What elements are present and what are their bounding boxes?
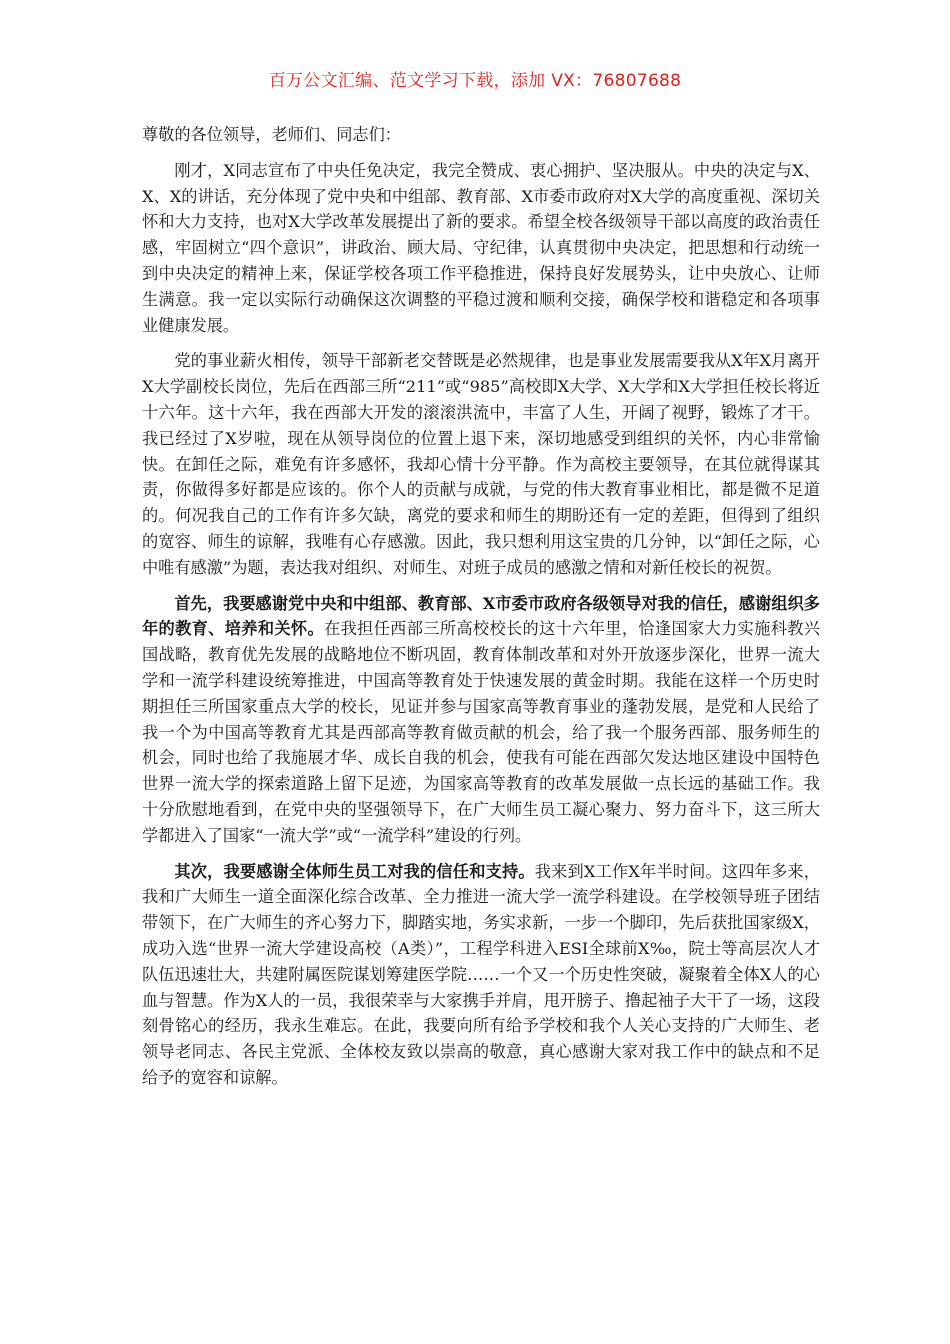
paragraph-2: [142, 348, 820, 580]
paragraph-text: 刚才，X同志宣布了中央任免决定，我完全赞成、衷心拥护、坚决服从。中央的决定与X、X、X的讲话，充分体现了党中央和中组部、教育部、X市委市政府对X大学的高度重视、深切关怀和大力支持，也对X大学改革发展提出了新的要求。希望全校各级领导干部以高度的政治责任感，牢固树立“四个意识”，讲政治、顾大局、守纪律，认真贯彻中央决定，把思想和行动统一到中央决定的精神上来，保证学校各项工作平稳推进，保持良好发展势头，让中央放心、让师生满意。我一定以实际行动确保这次调整的平稳过渡和顺利交接，确保学校和谐稳定和各项事业健康发展。: [142, 160, 820, 335]
paragraph-lead: 首先，我要感谢党中央和中组部、教育部、X市委市政府各级领导对我的信任，感谢组织多年的教育、培养和关怀。: [142, 593, 820, 639]
paragraph-4: [142, 859, 820, 1091]
document-body: [142, 122, 820, 1101]
paragraph-lead: 其次，我要感谢全体师生员工对我的信任和支持。: [174, 861, 535, 881]
paragraph-3: [142, 591, 820, 849]
paragraph-1: [142, 158, 820, 339]
greeting: 尊敬的各位领导，老师们、同志们：: [142, 125, 401, 144]
paragraph-text: 党的事业薪火相传，领导干部新老交替既是必然规律，也是事业发展需要我从X年X月离开X大学副校长岗位，先后在西部三所“211”或“985”高校即X大学、X大学和X大学担任校长将近十六年。这十六年，我在西部大开发的滚滚洪流中，丰富了人生，开阔了视野，锻炼了才干。我已经过了X岁啦，现在从领导岗位的位置上退下来，深切地感受到组织的关怀，内心非常愉快。在卸任之际，难免有许多感怀，我却心情十分平静。作为高校主要领导，在其位就得谋其责，你做得多好都是应该的。你个人的贡献与成就，与党的伟大教育事业相比，都是微不足道的。何况我自己的工作有许多欠缺，离党的要求和师生的期盼还有一定的差距，但得到了组织的宽容、师生的谅解，我唯有心存感激。因此，我只想利用这宝贵的几分钟，以“卸任之际，心中唯有感激”为题，表达我对组织、对师生、对班子成员的感激之情和对新任校长的祝贺。: [142, 351, 820, 577]
paragraph-text: 我来到X工作X年半时间。这四年多来，我和广大师生一道全面深化综合改革、全力推进一流大学一流学科建设。在学校领导班子团结带领下，在广大师生的齐心努力下，脚踏实地，务实求新，一步一个脚印，先后获批国家级X，成功入选“世界一流大学建设高校（A类）”，工程学科进入ESI全球前X‰，院士等高层次人才队伍迅速壮大，共建附属医院谋划筹建医学院……一个又一个历史性突破，凝聚着全体X人的心血与智慧。作为X人的一员，我很荣幸与大家携手并肩，甩开膀子、撸起袖子大干了一场，这段刻骨铭心的经历，我永生难忘。在此，我要向所有给予学校和我个人关心支持的广大师生、老领导老同志、各民主党派、全体校友致以崇高的敬意，真心感谢大家对我工作中的缺点和不足给予的宽容和谅解。: [142, 861, 820, 1087]
paragraph-text: 在我担任西部三所高校校长的这十六年里，恰逢国家大力实施科教兴国战略，教育优先发展的战略地位不断巩固，教育体制改革和对外开放逐步深化，世界一流大学和一流学科建设统筹推进，中国高等教育处于快速发展的黄金时期。我能在这样一个历史时期担任三所国家重点大学的校长，见证并参与国家高等教育事业的蓬勃发展，是党和人民给了我一个为中国高等教育尤其是西部高等教育做贡献的机会，给了我一个服务西部、服务师生的机会，同时也给了我施展才华、成长自我的机会，使我有可能在西部欠发达地区建设中国特色世界一流大学的探索道路上留下足迹，为国家高等教育的改革发展做一点长远的基础工作。我十分欣慰地看到，在党中央的坚强领导下，在广大师生员工凝心聚力、努力奋斗下，这三所大学都进入了国家“一流大学”或“一流学科”建设的行列。: [142, 619, 820, 845]
promo-banner: 百万公文汇编、范文学习下载，添加 VX：76807688: [268, 71, 682, 91]
